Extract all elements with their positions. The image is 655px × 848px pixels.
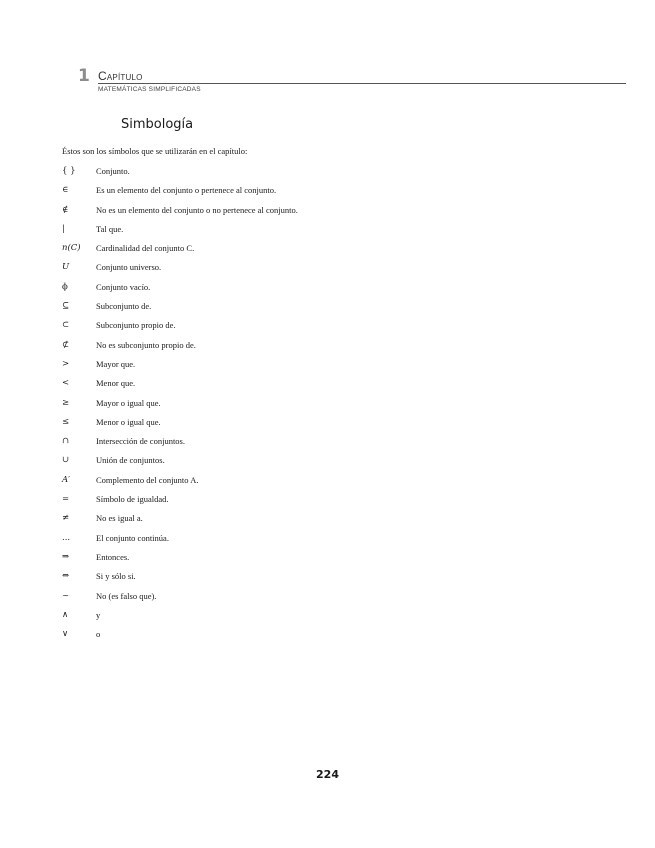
symbol-description: Intersección de conjuntos.	[96, 436, 185, 447]
symbol-description: o	[96, 629, 101, 640]
symbol-glyph: |	[62, 223, 65, 234]
symbol-description: Es un elemento del conjunto o pertenece al conjunto.	[96, 185, 277, 196]
symbol-glyph: ∉	[62, 204, 69, 215]
symbol-description: Unión de conjuntos.	[96, 455, 165, 466]
symbol-description: El conjunto continúa.	[96, 532, 169, 543]
symbol-glyph: ∧	[62, 609, 69, 620]
symbol-row	[62, 436, 462, 455]
book-title: MATEMÁTICAS SIMPLIFICADAS	[98, 86, 201, 93]
symbol-row	[62, 417, 462, 436]
intro-text: Éstos son los símbolos que se utilizarán en el capítulo:	[62, 146, 248, 156]
symbol-row	[62, 629, 462, 648]
symbol-glyph: A′	[62, 474, 71, 485]
symbol-list	[62, 166, 462, 648]
chapter-label: Capítulo	[98, 69, 143, 83]
symbol-row	[62, 610, 462, 629]
symbol-glyph: { }	[62, 166, 76, 176]
symbol-description: No (es falso que).	[96, 590, 157, 601]
symbol-description: Conjunto.	[96, 166, 130, 176]
symbol-row	[62, 455, 462, 474]
chapter-number: 1	[78, 66, 90, 86]
symbol-glyph: ⊄	[62, 339, 70, 350]
symbol-row	[62, 571, 462, 590]
symbol-glyph: =	[62, 494, 70, 505]
symbol-description: Si y sólo si.	[96, 571, 136, 582]
header-rule	[98, 83, 626, 84]
symbol-row	[62, 262, 462, 281]
symbol-description: Menor que.	[96, 378, 136, 389]
symbol-glyph: ≤	[62, 416, 70, 427]
section-title: Simbología	[121, 117, 194, 132]
symbol-row	[62, 301, 462, 320]
symbol-description: Cardinalidad del conjunto C.	[96, 243, 195, 254]
symbol-row	[62, 340, 462, 359]
symbol-row	[62, 185, 462, 204]
symbol-row	[62, 513, 462, 532]
symbol-row	[62, 282, 462, 301]
symbol-description: Mayor o igual que.	[96, 397, 161, 408]
symbol-description: Conjunto vacío.	[96, 281, 151, 292]
symbol-description: Entonces.	[96, 551, 130, 562]
symbol-glyph: ∪	[62, 455, 70, 466]
symbol-row	[62, 224, 462, 243]
symbol-description: y	[96, 609, 101, 620]
symbol-description: Conjunto universo.	[96, 262, 162, 273]
symbol-glyph: ≠	[62, 513, 70, 524]
symbol-description: No es subconjunto propio de.	[96, 339, 196, 350]
symbol-glyph: ⊂	[62, 320, 70, 331]
symbol-glyph: U	[62, 262, 70, 273]
symbol-row	[62, 205, 462, 224]
symbol-glyph: n(C)	[62, 243, 81, 254]
symbol-glyph: ...	[62, 532, 71, 543]
symbol-glyph: ϕ	[62, 281, 68, 292]
symbol-description: Subconjunto de.	[96, 301, 152, 312]
symbol-glyph: ∩	[62, 436, 70, 447]
symbol-description: No es igual a.	[96, 513, 143, 524]
page-header	[78, 66, 626, 98]
symbol-glyph: ⇔	[62, 571, 70, 582]
symbol-glyph: <	[62, 378, 70, 389]
symbol-row	[62, 533, 462, 552]
symbol-glyph: >	[62, 358, 70, 369]
symbol-row	[62, 475, 462, 494]
symbol-row	[62, 166, 462, 185]
symbol-description: Subconjunto propio de.	[96, 320, 176, 331]
symbol-description: No es un elemento del conjunto o no pertenece al conjunto.	[96, 204, 298, 215]
symbol-glyph: ⊆	[62, 301, 70, 312]
symbol-row	[62, 591, 462, 610]
symbol-description: Mayor que.	[96, 358, 136, 369]
symbol-glyph: ∨	[62, 629, 69, 640]
symbol-description: Menor o igual que.	[96, 416, 161, 427]
page-number: 224	[316, 768, 339, 781]
symbol-row	[62, 320, 462, 339]
symbol-description: Complemento del conjunto A.	[96, 474, 199, 485]
symbol-glyph: ~	[62, 590, 70, 601]
symbol-description: Tal que.	[96, 223, 124, 234]
symbol-glyph: ∈	[62, 185, 69, 196]
symbol-row	[62, 359, 462, 378]
symbol-glyph: ⇒	[62, 551, 70, 562]
symbol-row	[62, 494, 462, 513]
symbol-glyph: ≥	[62, 397, 70, 408]
symbol-row	[62, 378, 462, 397]
symbol-description: Símbolo de igualdad.	[96, 494, 169, 505]
symbol-row	[62, 243, 462, 262]
symbol-row	[62, 398, 462, 417]
symbol-row	[62, 552, 462, 571]
